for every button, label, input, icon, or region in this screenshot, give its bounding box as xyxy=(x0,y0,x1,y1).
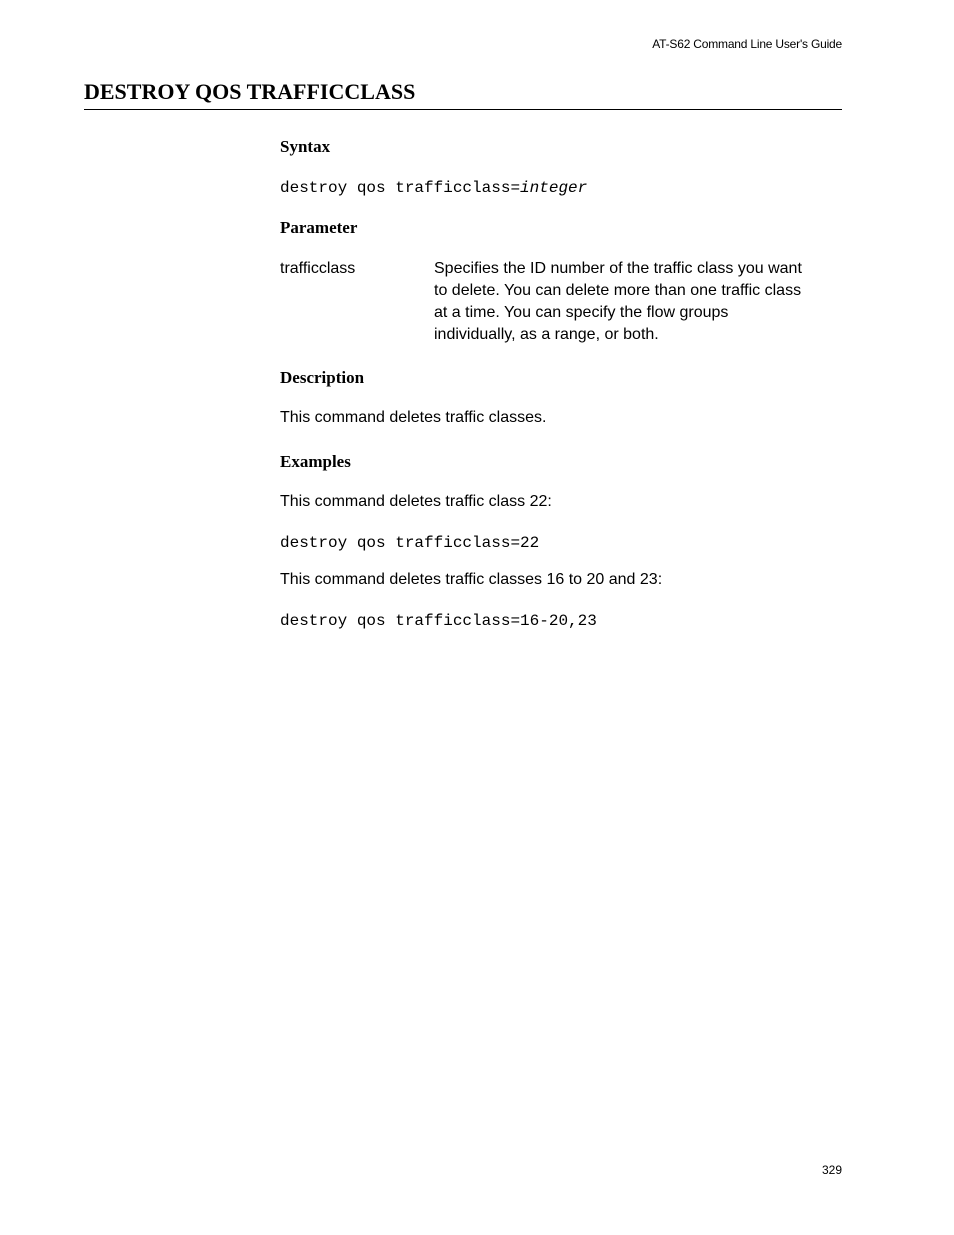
syntax-argument: integer xyxy=(520,179,588,197)
syntax-command xyxy=(280,179,587,197)
parameter-description-line: individually, as a range, or both. xyxy=(434,326,659,343)
description-text: This command deletes traffic classes. xyxy=(280,409,547,426)
example-2-code: destroy qos trafficclass=16-20,23 xyxy=(280,612,597,630)
parameter-description-line: to delete. You can delete more than one traffic class xyxy=(434,282,802,299)
syntax-command-text: destroy qos trafficclass= xyxy=(280,179,521,197)
page-title: DESTROY QOS TRAFFICCLASS xyxy=(84,78,842,110)
example-1-code: destroy qos trafficclass=22 xyxy=(280,534,540,552)
examples-heading: Examples xyxy=(280,452,351,471)
example-2-text: This command deletes traffic classes 16 to 20 and 23: xyxy=(280,571,663,588)
parameter-heading: Parameter xyxy=(280,218,358,237)
parameter-description-line: at a time. You can specify the flow groups xyxy=(434,304,729,321)
parameter-name: trafficclass xyxy=(280,260,356,277)
running-header: AT-S62 Command Line User's Guide xyxy=(652,37,842,51)
syntax-heading: Syntax xyxy=(280,137,331,156)
parameter-description xyxy=(434,258,844,346)
description-heading: Description xyxy=(280,368,365,387)
page-number: 329 xyxy=(821,1163,842,1177)
parameter-description-line: Specifies the ID number of the traffic class you want xyxy=(434,260,802,277)
example-1-text: This command deletes traffic class 22: xyxy=(280,493,552,510)
